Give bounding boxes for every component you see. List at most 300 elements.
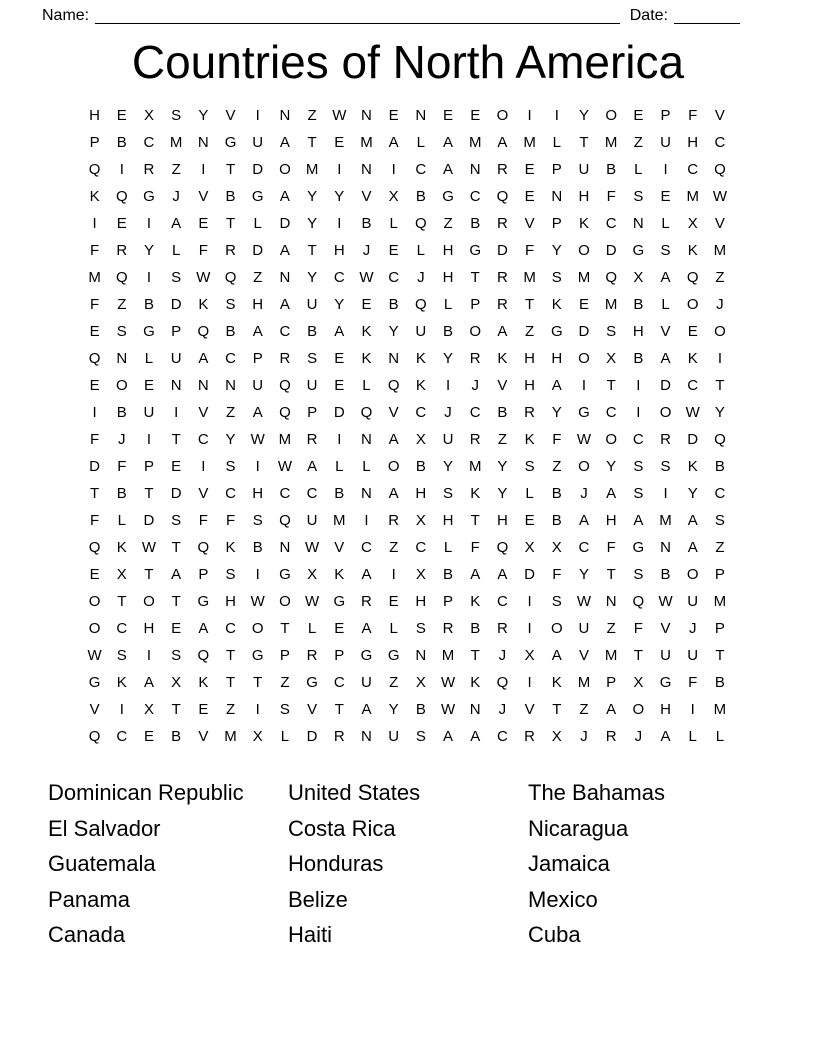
grid-letter: B (470, 215, 481, 232)
grid-letter: X (415, 431, 426, 448)
grid-letter: S (116, 323, 127, 340)
grid-letter: O (387, 458, 400, 475)
grid-letter: A (361, 701, 372, 718)
grid-letter: Z (552, 458, 562, 475)
grid-letter: Z (117, 296, 127, 313)
grid-letter: U (660, 647, 671, 664)
word-item: Guatemala (48, 851, 156, 877)
grid-letter: I (92, 215, 97, 232)
grid-letter: B (415, 701, 426, 718)
grid-letter: Y (551, 242, 562, 259)
grid-letter: D (279, 215, 291, 232)
grid-letter: E (524, 161, 535, 178)
grid-letter: S (171, 647, 182, 664)
grid-letter: T (144, 566, 154, 583)
grid-letter: R (496, 269, 508, 286)
grid-letter: Q (88, 161, 101, 178)
grid-letter: R (660, 431, 671, 448)
grid-letter: V (198, 485, 209, 502)
grid-letter: L (335, 458, 344, 475)
grid-letter: G (143, 188, 155, 205)
grid-letter: Z (443, 215, 453, 232)
grid-letter: Y (687, 485, 698, 502)
grid-letter: Q (496, 188, 509, 205)
grid-letter: N (632, 215, 644, 232)
word-item: Haiti (288, 922, 333, 948)
word-item: Belize (288, 886, 348, 912)
grid-letter: B (714, 674, 725, 691)
grid-letter: G (197, 593, 210, 610)
grid-letter: A (660, 269, 671, 286)
grid-letter: A (279, 188, 290, 205)
grid-letter: F (90, 431, 100, 448)
grid-letter: M (523, 269, 536, 286)
grid-letter: L (362, 377, 371, 394)
grid-letter: C (197, 431, 209, 448)
grid-letter: J (580, 485, 588, 502)
grid-letter: R (496, 620, 508, 637)
grid-letter: H (524, 350, 536, 367)
grid-letter: J (362, 242, 371, 259)
grid-letter: N (279, 269, 291, 286)
grid-letter: O (550, 620, 563, 637)
grid-letter: P (143, 458, 154, 475)
grid-letter: I (146, 215, 152, 232)
grid-letter: W (576, 593, 592, 610)
grid-letter: I (445, 377, 451, 394)
grid-letter: Y (307, 188, 318, 205)
grid-letter: L (171, 242, 181, 259)
grid-letter: H (143, 620, 155, 637)
grid-letter: N (361, 485, 372, 502)
grid-letter: K (687, 458, 698, 475)
grid-letter: L (416, 134, 426, 151)
grid-letter: S (252, 512, 263, 529)
grid-letter: I (119, 701, 124, 718)
grid-letter: W (87, 647, 102, 664)
grid-letter: P (606, 674, 617, 691)
grid-letter: G (550, 323, 563, 340)
grid-letter: L (416, 242, 426, 259)
grid-letter: H (660, 701, 671, 718)
grid-letter: M (713, 701, 727, 718)
grid-letter: A (497, 323, 508, 340)
grid-letter: B (307, 323, 318, 340)
grid-letter: K (551, 674, 562, 691)
grid-letter: Z (389, 539, 399, 556)
grid-letter: H (524, 377, 536, 394)
grid-letter: M (441, 647, 455, 664)
grid-letter: I (337, 161, 342, 178)
grid-letter: L (525, 485, 534, 502)
grid-letter: A (171, 566, 182, 583)
grid-letter: X (415, 566, 426, 583)
grid-letter: T (280, 620, 290, 637)
date-label: Date: (629, 7, 668, 24)
grid-letter: H (415, 485, 427, 502)
word-item: United States (288, 780, 421, 805)
grid-letter: T (171, 593, 181, 610)
grid-letter: C (469, 404, 481, 421)
grid-letter: O (578, 242, 590, 259)
grid-letter: M (713, 242, 727, 259)
grid-letter: H (687, 134, 699, 151)
grid-letter: E (171, 620, 182, 637)
grid-letter: Z (280, 674, 290, 691)
grid-letter: E (89, 566, 100, 583)
grid-letter: S (606, 323, 617, 340)
grid-letter: Q (88, 539, 101, 556)
grid-letter: C (469, 188, 481, 205)
grid-letter: N (116, 350, 128, 367)
grid-letter: J (444, 404, 452, 421)
grid-letter: V (578, 647, 589, 664)
grid-letter: S (633, 458, 644, 475)
grid-letter: F (525, 242, 535, 259)
grid-letter: H (551, 350, 563, 367)
grid-letter: N (279, 107, 291, 124)
grid-letter: B (415, 458, 426, 475)
grid-letter: X (415, 674, 426, 691)
grid-letter: J (634, 728, 643, 745)
grid-letter: L (389, 215, 398, 232)
grid-letter: U (170, 350, 182, 367)
grid-letter: M (713, 593, 727, 610)
grid-letter: E (171, 458, 182, 475)
word-search-grid (81, 102, 733, 750)
grid-letter: A (252, 404, 263, 421)
grid-letter: Y (551, 404, 562, 421)
grid-letter: S (225, 296, 236, 313)
grid-letter: I (554, 107, 559, 124)
grid-letter: X (524, 647, 535, 664)
word-list (48, 775, 816, 953)
grid-letter: K (687, 350, 698, 367)
grid-letter: S (225, 566, 236, 583)
grid-letter: L (688, 728, 697, 745)
grid-letter: Z (606, 620, 616, 637)
grid-letter: P (714, 566, 725, 583)
word-column (288, 775, 528, 953)
grid-letter: B (252, 539, 263, 556)
grid-letter: I (255, 566, 260, 583)
grid-letter: A (687, 512, 698, 529)
grid-letter: U (578, 161, 590, 178)
grid-letter: I (527, 593, 532, 610)
grid-letter: V (524, 701, 535, 718)
grid-letter: Q (115, 188, 128, 205)
grid-letter: A (198, 620, 209, 637)
grid-letter: Z (253, 269, 263, 286)
grid-letter: R (469, 431, 481, 448)
grid-letter: O (578, 350, 590, 367)
grid-letter: B (334, 485, 345, 502)
grid-letter: T (633, 647, 643, 664)
grid-letter: A (606, 485, 617, 502)
grid-letter: I (92, 404, 97, 421)
grid-letter: K (470, 485, 481, 502)
grid-letter: E (116, 215, 127, 232)
grid-letter: R (361, 593, 372, 610)
grid-letter: U (415, 323, 427, 340)
grid-letter: E (334, 620, 345, 637)
word-column (48, 775, 288, 953)
grid-letter: J (118, 431, 126, 448)
grid-letter: R (605, 728, 617, 745)
grid-letter: D (143, 512, 155, 529)
grid-letter: C (306, 485, 318, 502)
grid-letter: D (170, 296, 182, 313)
grid-letter: W (332, 107, 347, 124)
page-title: Countries of North America (131, 36, 685, 88)
grid-letter: Z (225, 404, 236, 421)
grid-letter: K (116, 674, 127, 691)
grid-letter: K (470, 593, 481, 610)
grid-letter: A (388, 485, 399, 502)
grid-letter: Y (334, 296, 345, 313)
grid-letter: E (334, 377, 345, 394)
grid-letter: N (361, 728, 372, 745)
grid-letter: Y (443, 458, 454, 475)
grid-letter: O (659, 404, 672, 421)
grid-letter: X (143, 107, 154, 124)
grid-letter: F (117, 458, 127, 475)
grid-letter: T (117, 593, 127, 610)
grid-letter: V (497, 377, 508, 394)
grid-letter: S (171, 107, 182, 124)
grid-letter: M (360, 134, 373, 151)
grid-letter: E (524, 188, 535, 205)
grid-letter: K (415, 350, 426, 367)
grid-letter: A (198, 350, 209, 367)
grid-letter: Q (415, 296, 427, 313)
grid-letter: Y (714, 404, 725, 421)
grid-letter: A (470, 728, 481, 745)
grid-letter: G (279, 566, 291, 583)
grid-letter: M (278, 431, 292, 448)
grid-letter: X (415, 512, 426, 529)
grid-letter: G (469, 242, 482, 259)
grid-letter: O (88, 593, 101, 610)
grid-letter: S (225, 458, 236, 475)
grid-letter: L (443, 296, 453, 313)
grid-letter: B (660, 566, 671, 583)
grid-letter: O (496, 107, 509, 124)
grid-letter: H (496, 512, 508, 529)
grid-letter: T (606, 566, 616, 583)
grid-letter: H (605, 512, 617, 529)
grid-letter: K (415, 377, 426, 394)
grid-letter: D (496, 242, 508, 259)
grid-letter: Q (714, 431, 726, 448)
grid-letter: M (604, 134, 618, 151)
grid-letter: H (442, 242, 454, 259)
grid-letter: E (388, 593, 399, 610)
grid-letter: E (470, 107, 481, 124)
grid-letter: Z (525, 323, 535, 340)
grid-letter: L (362, 458, 371, 475)
grid-letter: R (306, 647, 318, 664)
grid-letter: E (116, 107, 127, 124)
grid-letter: Q (88, 728, 101, 745)
grid-letter: E (89, 377, 100, 394)
grid-letter: H (225, 593, 236, 610)
grid-letter: C (388, 269, 400, 286)
grid-letter: V (714, 215, 725, 232)
grid-letter: C (605, 215, 617, 232)
grid-letter: P (252, 350, 263, 367)
grid-letter: H (252, 485, 264, 502)
grid-letter: V (524, 215, 535, 232)
grid-letter: R (469, 350, 481, 367)
grid-letter: Y (578, 566, 589, 583)
grid-letter: C (714, 134, 726, 151)
grid-letter: T (225, 161, 236, 178)
grid-letter: G (251, 647, 264, 664)
grid-letter: V (361, 188, 372, 205)
grid-letter: A (443, 728, 454, 745)
grid-letter: R (496, 161, 508, 178)
grid-letter: X (524, 539, 535, 556)
grid-letter: I (255, 701, 260, 718)
grid-letter: T (253, 674, 263, 691)
grid-letter: B (388, 296, 399, 313)
grid-letter: L (144, 350, 154, 367)
grid-letter: P (660, 107, 671, 124)
grid-letter: K (687, 242, 698, 259)
grid-letter: W (305, 593, 320, 610)
grid-letter: K (198, 296, 209, 313)
grid-letter: B (633, 350, 644, 367)
grid-letter: U (252, 134, 264, 151)
grid-letter: N (660, 539, 671, 556)
grid-letter: B (470, 620, 481, 637)
grid-letter: C (415, 404, 427, 421)
grid-letter: R (279, 350, 291, 367)
grid-letter: W (440, 701, 456, 718)
grid-letter: Z (171, 161, 181, 178)
grid-letter: T (307, 134, 317, 151)
grid-letter: N (605, 593, 617, 610)
grid-letter: T (552, 701, 562, 718)
grid-letter: A (143, 674, 154, 691)
grid-letter: A (660, 728, 671, 745)
grid-letter: L (117, 512, 126, 529)
grid-letter: C (496, 593, 508, 610)
grid-letter: D (306, 728, 318, 745)
name-label: Name: (42, 7, 90, 24)
grid-letter: B (606, 161, 617, 178)
grid-letter: G (360, 647, 373, 664)
grid-letter: X (307, 566, 318, 583)
grid-letter: C (361, 539, 372, 556)
grid-letter: Q (496, 539, 509, 556)
grid-letter: U (578, 620, 590, 637)
grid-letter: B (714, 458, 725, 475)
grid-letter: C (687, 377, 699, 394)
grid-letter: K (470, 674, 481, 691)
grid-letter: I (201, 161, 206, 178)
grid-letter: Z (497, 431, 507, 448)
grid-letter: Z (715, 539, 725, 556)
grid-letter: X (633, 269, 644, 286)
grid-letter: J (498, 701, 507, 718)
grid-letter: H (333, 242, 345, 259)
grid-letter: T (90, 485, 100, 502)
grid-letter: I (663, 161, 668, 178)
grid-letter: V (660, 323, 671, 340)
grid-letter: B (225, 323, 236, 340)
grid-letter: Q (88, 350, 101, 367)
grid-letter: U (388, 728, 400, 745)
grid-letter: T (715, 647, 725, 664)
grid-letter: I (391, 161, 396, 178)
grid-letter: W (250, 431, 265, 448)
grid-letter: T (334, 701, 344, 718)
grid-letter: N (469, 161, 481, 178)
grid-letter: E (633, 107, 644, 124)
grid-letter: O (115, 377, 128, 394)
name-input-line[interactable] (95, 7, 620, 24)
grid-letter: M (577, 674, 591, 691)
grid-letter: D (89, 458, 101, 475)
grid-letter: Q (279, 377, 291, 394)
grid-letter: B (551, 485, 562, 502)
grid-letter: V (714, 107, 725, 124)
grid-letter: F (552, 566, 562, 583)
grid-letter: T (470, 269, 480, 286)
grid-letter: V (198, 728, 209, 745)
header-line (42, 6, 740, 25)
grid-letter: C (496, 728, 508, 745)
grid-letter: A (279, 296, 290, 313)
grid-letter: K (361, 323, 372, 340)
grid-letter: I (337, 431, 342, 448)
word-item: Honduras (288, 851, 384, 877)
grid-letter: I (146, 269, 152, 286)
grid-letter: Q (387, 377, 400, 394)
grid-letter: C (333, 674, 345, 691)
grid-letter: P (307, 404, 318, 421)
grid-letter: O (686, 296, 699, 313)
grid-letter: M (604, 647, 618, 664)
grid-letter: C (116, 620, 128, 637)
grid-letter: I (636, 404, 641, 421)
grid-letter: T (144, 485, 154, 502)
grid-letter: A (470, 566, 481, 583)
grid-letter: N (361, 431, 372, 448)
grid-letter: G (632, 242, 645, 259)
grid-letter: E (524, 512, 535, 529)
date-input-line[interactable] (674, 7, 740, 24)
grid-letter: A (551, 377, 562, 394)
grid-letter: I (527, 107, 532, 124)
grid-letter: R (143, 161, 155, 178)
grid-letter: A (334, 323, 345, 340)
grid-letter: J (716, 296, 724, 313)
grid-letter: T (715, 377, 725, 394)
grid-letter: B (361, 215, 372, 232)
grid-letter: Y (497, 458, 508, 475)
grid-letter: S (633, 485, 644, 502)
grid-letter: C (632, 431, 644, 448)
grid-letter: Y (388, 701, 399, 718)
grid-letter: H (442, 512, 454, 529)
grid-letter: W (685, 404, 700, 421)
grid-letter: U (306, 377, 318, 394)
grid-letter: X (171, 674, 182, 691)
grid-letter: K (524, 431, 535, 448)
